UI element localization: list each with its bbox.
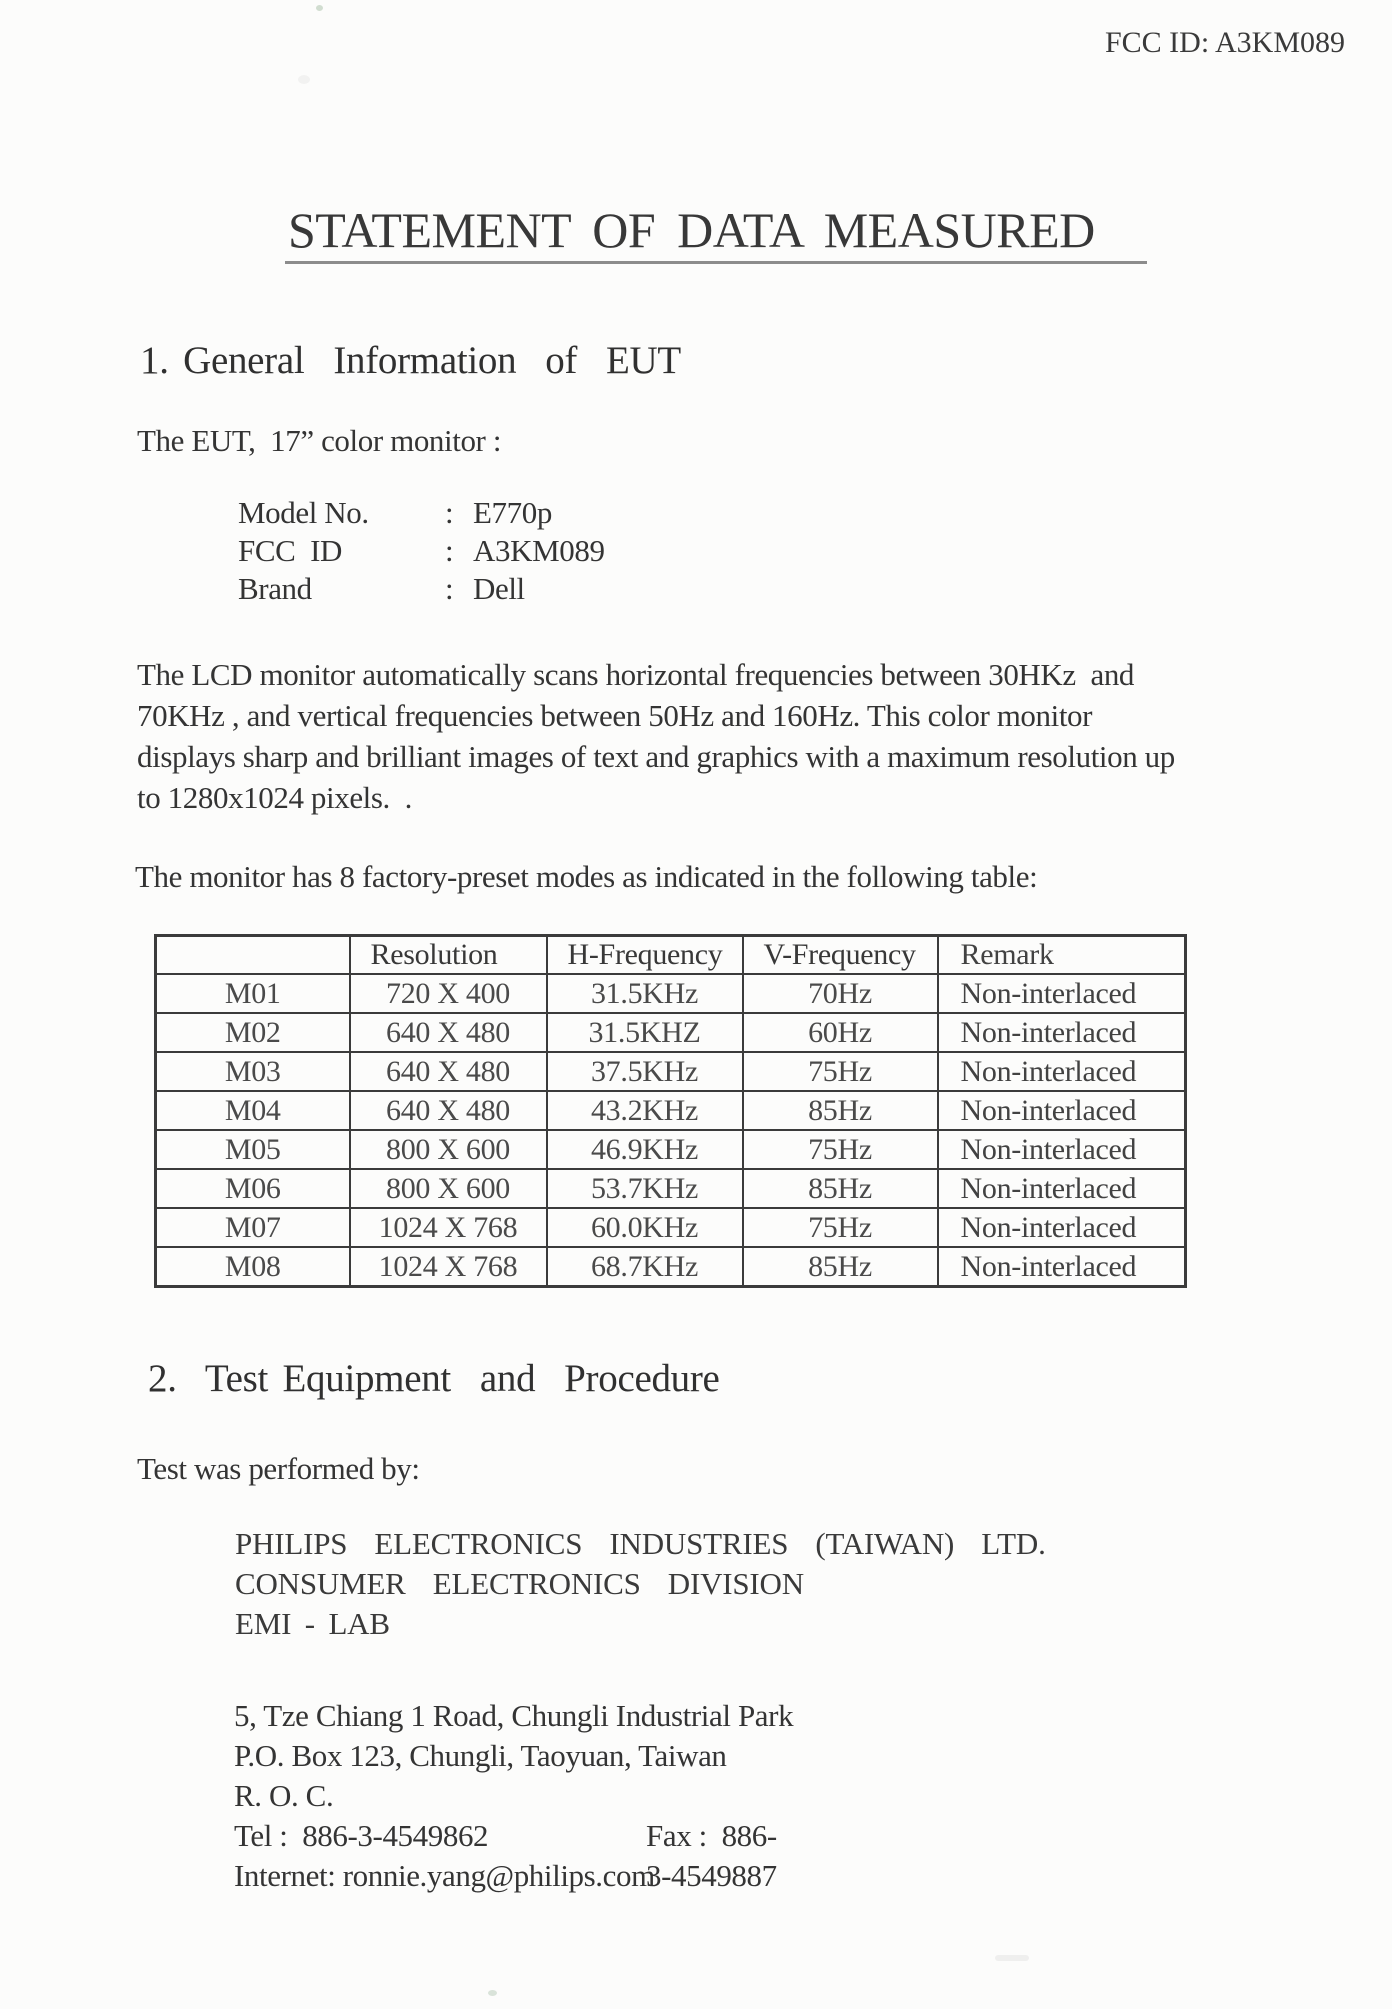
table-cell-h-frequency: 37.5KHz [547, 1052, 743, 1091]
table-intro-text: The monitor has 8 factory-preset modes as indicated in the following table: [135, 859, 1038, 894]
table-cell-mode: M04 [156, 1091, 350, 1130]
table-cell-resolution: 800 X 600 [350, 1130, 547, 1169]
scan-smudge [995, 1955, 1029, 1961]
table-header-row [156, 936, 1186, 975]
table-header-cell-resolution: Resolution [350, 936, 547, 975]
table-cell-mode: M05 [156, 1130, 350, 1169]
scan-speck [316, 5, 323, 11]
table-cell-v-frequency: 75Hz [743, 1208, 938, 1247]
table-cell-resolution: 640 X 480 [350, 1052, 547, 1091]
section1-heading: 1. General Information of EUT [140, 339, 681, 382]
table-cell-resolution: 800 X 600 [350, 1169, 547, 1208]
table-cell-resolution: 1024 X 768 [350, 1247, 547, 1287]
table-cell-h-frequency: 31.5KHZ [547, 1013, 743, 1052]
table-cell-mode: M08 [156, 1247, 350, 1287]
table-cell-mode: M03 [156, 1052, 350, 1091]
table-cell-h-frequency: 46.9KHz [547, 1130, 743, 1169]
field-row-model-no [238, 494, 605, 532]
table-cell-resolution: 640 X 480 [350, 1013, 547, 1052]
table-row [156, 1013, 1186, 1052]
field-separator: : [445, 571, 454, 606]
table-cell-h-frequency: 43.2KHz [547, 1091, 743, 1130]
eut-field-list [238, 494, 605, 608]
section2-heading: 2. Test Equipment and Procedure [148, 1357, 720, 1400]
company-name-line: PHILIPS ELECTRONICS INDUSTRIES (TAIWAN) LTD. [235, 1526, 1046, 1561]
document-title: STATEMENT OF DATA MEASURED [288, 202, 1095, 258]
table-cell-v-frequency: 85Hz [743, 1169, 938, 1208]
table-cell-h-frequency: 31.5KHz [547, 974, 743, 1013]
table-cell-v-frequency: 85Hz [743, 1247, 938, 1287]
table-row [156, 1247, 1186, 1287]
eut-intro-text: The EUT, 17” color monitor : [137, 423, 502, 458]
field-value: Dell [473, 571, 525, 606]
company-division-line: CONSUMER ELECTRONICS DIVISION [235, 1566, 804, 1601]
table-cell-h-frequency: 53.7KHz [547, 1169, 743, 1208]
address-line: 5, Tze Chiang 1 Road, Chungli Industrial Park [234, 1698, 794, 1733]
preset-modes-table [154, 934, 1187, 1288]
field-label: Brand [238, 571, 312, 606]
table-cell-remark: Non-interlaced [938, 1247, 1186, 1287]
internet-line: Internet: ronnie.yang@philips.com [234, 1858, 655, 1893]
table-cell-mode: M06 [156, 1169, 350, 1208]
table-cell-remark: Non-interlaced [938, 974, 1186, 1013]
field-label: FCC ID [238, 533, 343, 568]
title-underline [285, 261, 1147, 264]
scan-smudge [298, 75, 310, 84]
table-cell-resolution: 1024 X 768 [350, 1208, 547, 1247]
table-cell-v-frequency: 75Hz [743, 1130, 938, 1169]
table-cell-remark: Non-interlaced [938, 1169, 1186, 1208]
address-line: R. O. C. [234, 1778, 334, 1813]
fax-value: Fax : 886-3-4549887 [646, 1818, 777, 1893]
company-lab-line: EMI - LAB [235, 1606, 390, 1641]
field-separator: : [445, 495, 454, 530]
table-row [156, 1091, 1186, 1130]
paragraph-line: The LCD monitor automatically scans horizontal frequencies between 30HKz and [137, 657, 1135, 692]
table-cell-resolution: 640 X 480 [350, 1091, 547, 1130]
table-cell-v-frequency: 70Hz [743, 974, 938, 1013]
field-label: Model No. [238, 495, 369, 530]
table-cell-h-frequency: 60.0KHz [547, 1208, 743, 1247]
table-cell-remark: Non-interlaced [938, 1013, 1186, 1052]
table-cell-resolution: 720 X 400 [350, 974, 547, 1013]
test-lab-address-block [234, 1696, 793, 1896]
table-row [156, 1169, 1186, 1208]
table-header-cell-remark: Remark [938, 936, 1186, 975]
table-cell-h-frequency: 68.7KHz [547, 1247, 743, 1287]
paragraph-line: to 1280x1024 pixels. . [137, 780, 412, 815]
tel-value: Tel : 886-3-4549862 [234, 1818, 489, 1853]
table-cell-remark: Non-interlaced [938, 1052, 1186, 1091]
table-row [156, 1130, 1186, 1169]
paragraph-line: 70KHz , and vertical frequencies between 50Hz and 160Hz. This color monitor [137, 698, 1093, 733]
table-row [156, 1208, 1186, 1247]
table-cell-v-frequency: 85Hz [743, 1091, 938, 1130]
field-separator: : [445, 533, 454, 568]
field-value: A3KM089 [473, 533, 605, 568]
table-cell-remark: Non-interlaced [938, 1130, 1186, 1169]
table-cell-mode: M02 [156, 1013, 350, 1052]
monitor-description-paragraph [137, 654, 1175, 818]
table-cell-v-frequency: 60Hz [743, 1013, 938, 1052]
field-value: E770p [473, 495, 552, 530]
table-row [156, 974, 1186, 1013]
field-row-brand [238, 570, 605, 608]
field-row-fcc-id [238, 532, 605, 570]
table-header-cell-mode [156, 936, 350, 975]
table-cell-remark: Non-interlaced [938, 1208, 1186, 1247]
table-cell-remark: Non-interlaced [938, 1091, 1186, 1130]
table-header-cell-v-frequency: V-Frequency [743, 936, 938, 975]
fcc-id-header: FCC ID: A3KM089 [1104, 26, 1345, 59]
address-line: P.O. Box 123, Chungli, Taoyuan, Taiwan [234, 1738, 727, 1773]
scan-speck [488, 1990, 497, 1996]
table-row [156, 1052, 1186, 1091]
test-performed-intro: Test was performed by: [137, 1451, 420, 1486]
table-cell-mode: M01 [156, 974, 350, 1013]
table-header-cell-h-frequency: H-Frequency [547, 936, 743, 975]
table-cell-mode: M07 [156, 1208, 350, 1247]
paragraph-line: displays sharp and brilliant images of text and graphics with a maximum resolution up [137, 739, 1175, 774]
table-cell-v-frequency: 75Hz [743, 1052, 938, 1091]
test-lab-company-block [235, 1524, 1046, 1644]
